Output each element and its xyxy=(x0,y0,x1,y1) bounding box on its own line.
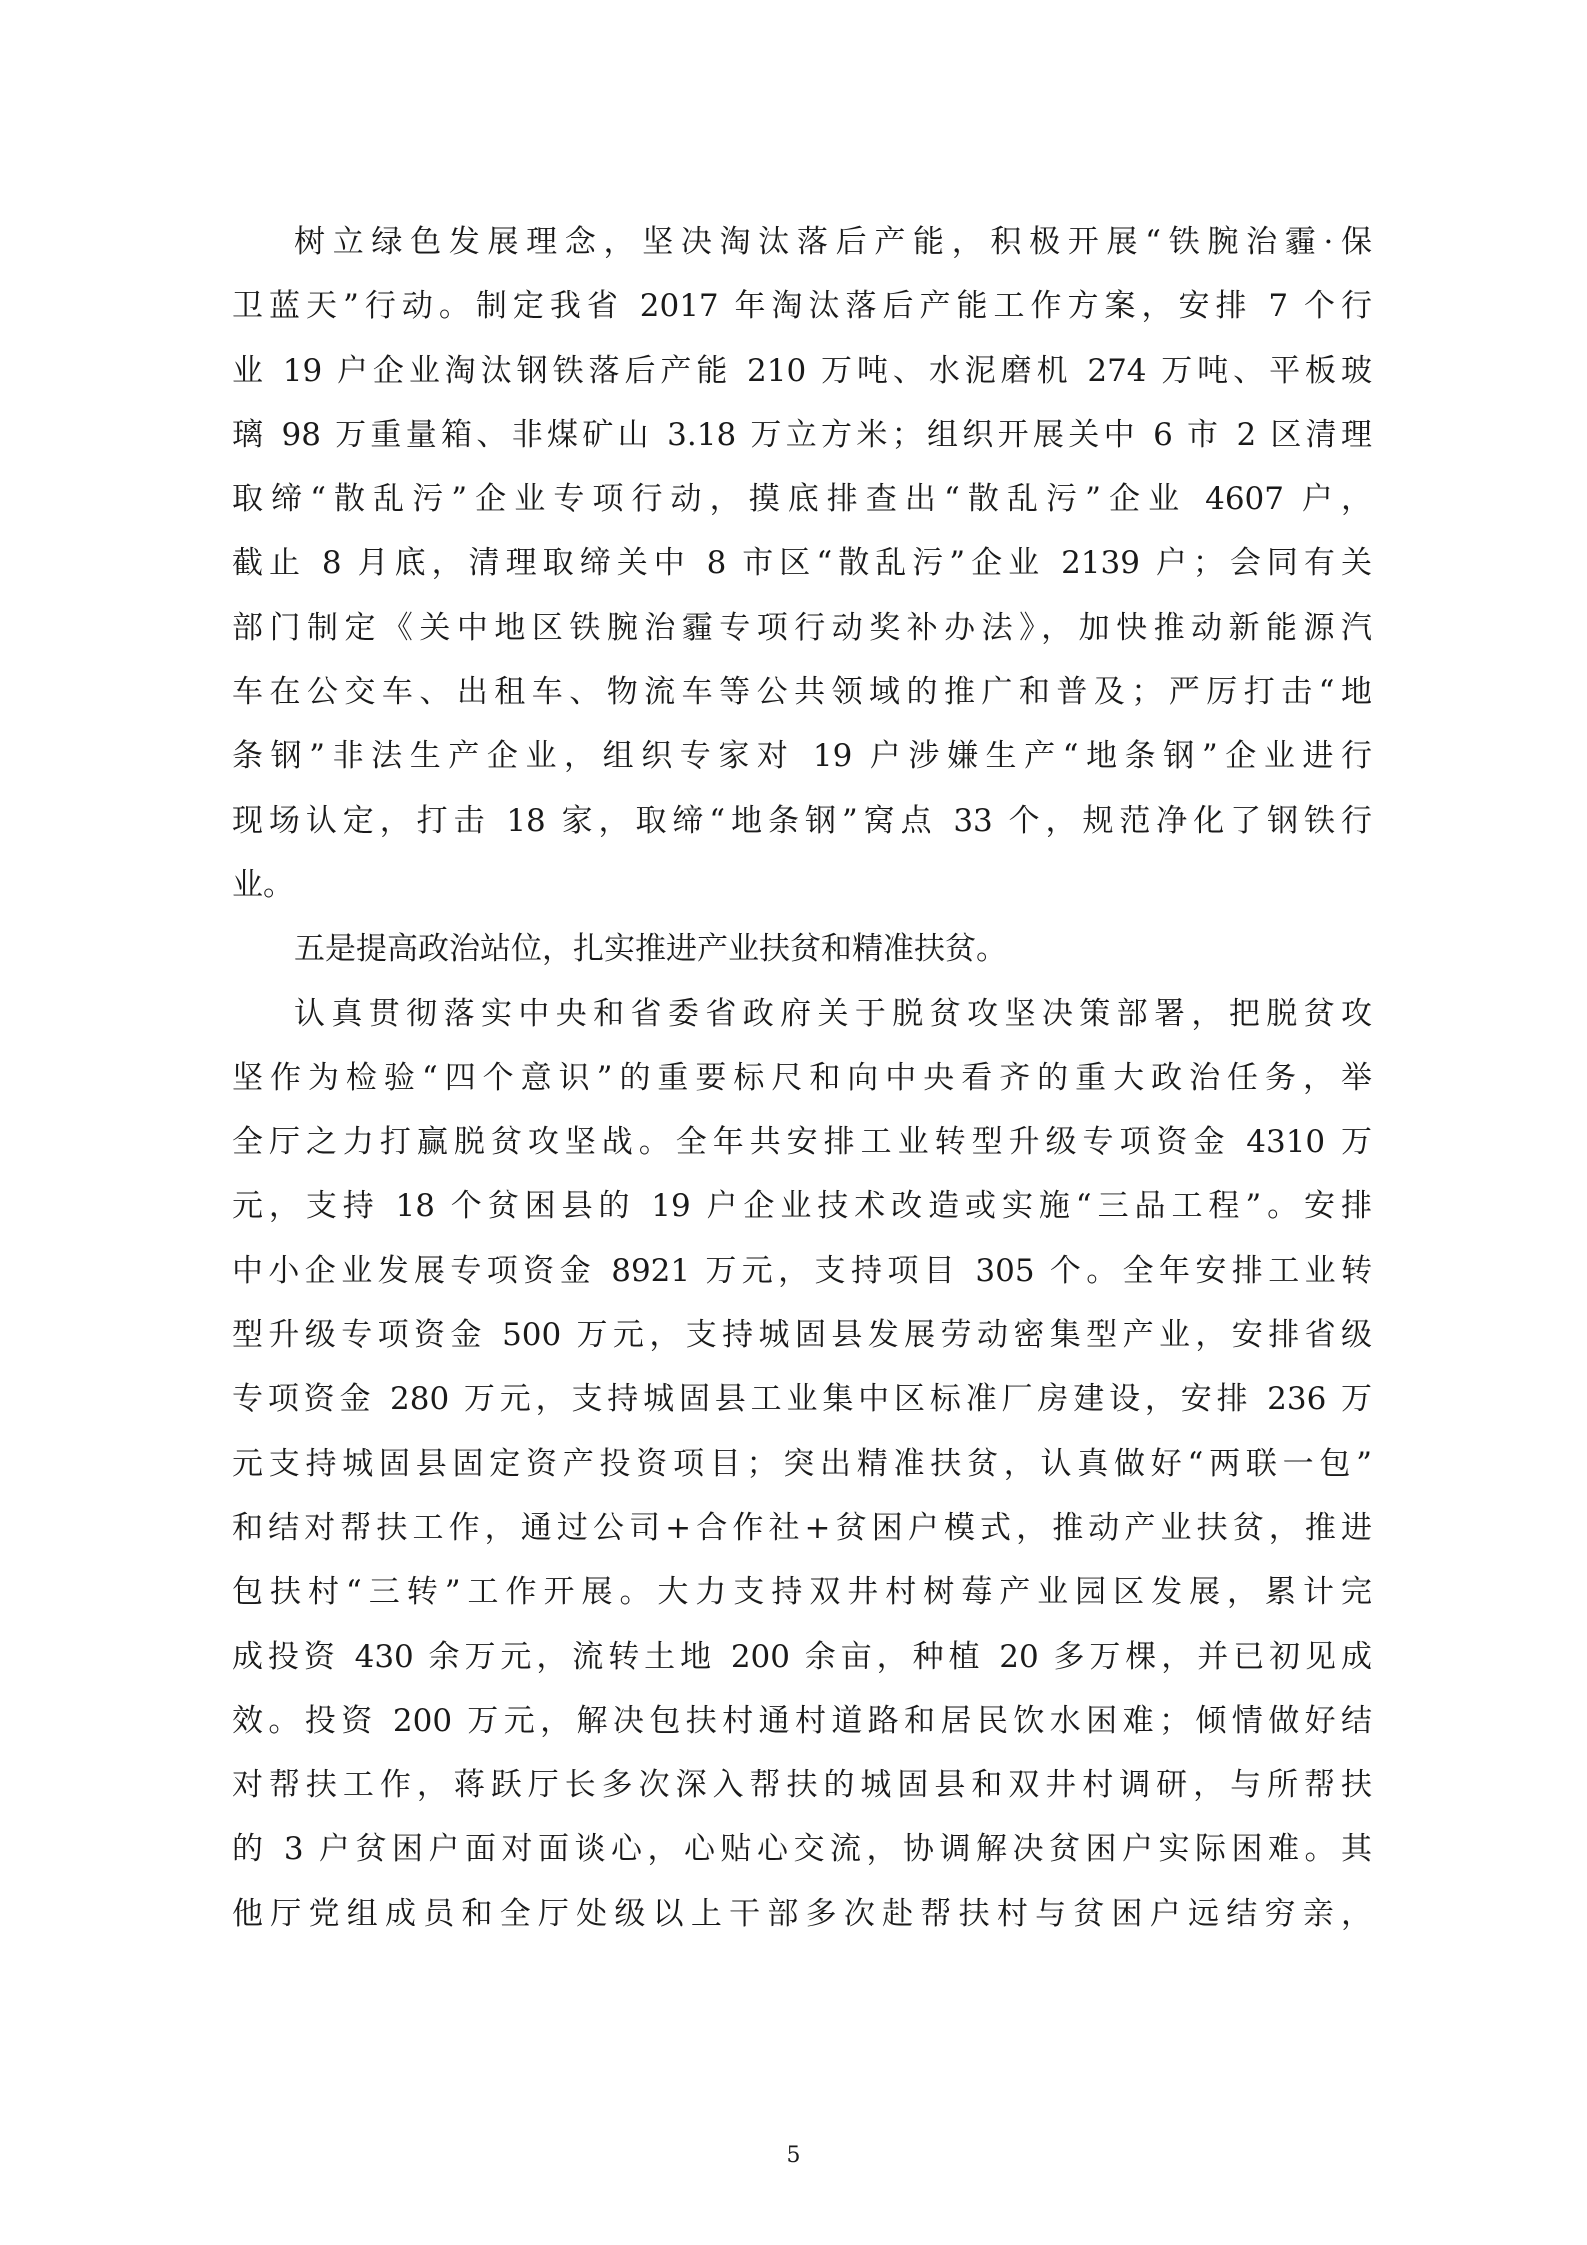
paragraph-1-line: 条钢”非法生产企业，组织专家对 19 户涉嫌生产“地条钢”企业进行 xyxy=(232,738,1372,775)
paragraph-2-line: 对帮扶工作，蒋跃厅长多次深入帮扶的城固县和双井村调研，与所帮扶 xyxy=(232,1767,1372,1804)
paragraph-2-line: 元支持城固县固定资产投资项目；突出精准扶贫，认真做好“两联一包” xyxy=(232,1445,1372,1482)
paragraph-2-line: 效。投资 200 万元，解决包扶村通村道路和居民饮水困难；倾情做好结 xyxy=(232,1702,1372,1739)
paragraph-2-line: 和结对帮扶工作，通过公司+合作社+贫困户模式，推动产业扶贫，推进 xyxy=(232,1509,1372,1546)
paragraph-2-line: 成投资 430 余万元，流转土地 200 余亩，种植 20 多万棵，并已初见成 xyxy=(232,1638,1372,1675)
paragraph-1-line: 截止 8 月底，清理取缔关中 8 市区“散乱污”企业 2139 户；会同有关 xyxy=(232,545,1372,582)
page-number: 5 xyxy=(786,2143,801,2168)
paragraph-1-line: 卫蓝天”行动。制定我省 2017 年淘汰落后产能工作方案，安排 7 个行 xyxy=(232,288,1372,325)
paragraph-1-line: 璃 98 万重量箱、非煤矿山 3.18 万立方米；组织开展关中 6 市 2 区清理 xyxy=(232,416,1372,453)
paragraph-1-line: 业 19 户企业淘汰钢铁落后产能 210 万吨、水泥磨机 274 万吨、平板玻 xyxy=(232,352,1372,389)
paragraph-2-line: 的 3 户贫困户面对面谈心，心贴心交流，协调解决贫困户实际困难。其 xyxy=(232,1831,1372,1868)
paragraph-1-line: 取缔“散乱污”企业专项行动，摸底排查出“散乱污”企业 4607 户， xyxy=(232,481,1372,518)
paragraph-2-line: 专项资金 280 万元，支持城固县工业集中区标准厂房建设，安排 236 万 xyxy=(232,1381,1372,1418)
paragraph-2-line: 坚作为检验“四个意识”的重要标尺和向中央看齐的重大政治任务，举 xyxy=(232,1059,1372,1096)
paragraph-1-line: 车在公交车、出租车、物流车等公共领域的推广和普及；严厉打击“地 xyxy=(232,674,1372,711)
paragraph-1-line: 现场认定，打击 18 家，取缔“地条钢”窝点 33 个，规范净化了钢铁行 xyxy=(232,802,1372,839)
paragraph-2-line: 认真贯彻落实中央和省委省政府关于脱贫攻坚决策部署，把脱贫攻 xyxy=(294,995,1372,1032)
paragraph-2-line: 中小企业发展专项资金 8921 万元，支持项目 305 个。全年安排工业转 xyxy=(232,1252,1372,1289)
paragraph-2-line: 型升级专项资金 500 万元，支持城固县发展劳动密集型产业，安排省级 xyxy=(232,1317,1372,1354)
paragraph-1-line: 树立绿色发展理念，坚决淘汰落后产能，积极开展“铁腕治霾·保 xyxy=(294,224,1372,260)
paragraph-1-line: 部门制定《关中地区铁腕治霾专项行动奖补办法》，加快推动新能源汽 xyxy=(232,609,1372,646)
paragraph-2-line: 他厅党组成员和全厅处级以上干部多次赴帮扶村与贫困户远结穷亲， xyxy=(232,1895,1372,1932)
paragraph-2-line: 元，支持 18 个贫困县的 19 户企业技术改造或实施“三品工程”。安排 xyxy=(232,1188,1372,1225)
section-heading: 五是提高政治站位，扎实推进产业扶贫和精准扶贫。 xyxy=(294,931,1007,968)
paragraph-1-line: 业。 xyxy=(232,866,294,903)
body-text xyxy=(232,210,1372,1946)
paragraph-2-line: 全厅之力打赢脱贫攻坚战。全年共安排工业转型升级专项资金 4310 万 xyxy=(232,1124,1372,1161)
paragraph-2-line: 包扶村“三转”工作开展。大力支持双井村树莓产业园区发展，累计完 xyxy=(232,1574,1372,1611)
